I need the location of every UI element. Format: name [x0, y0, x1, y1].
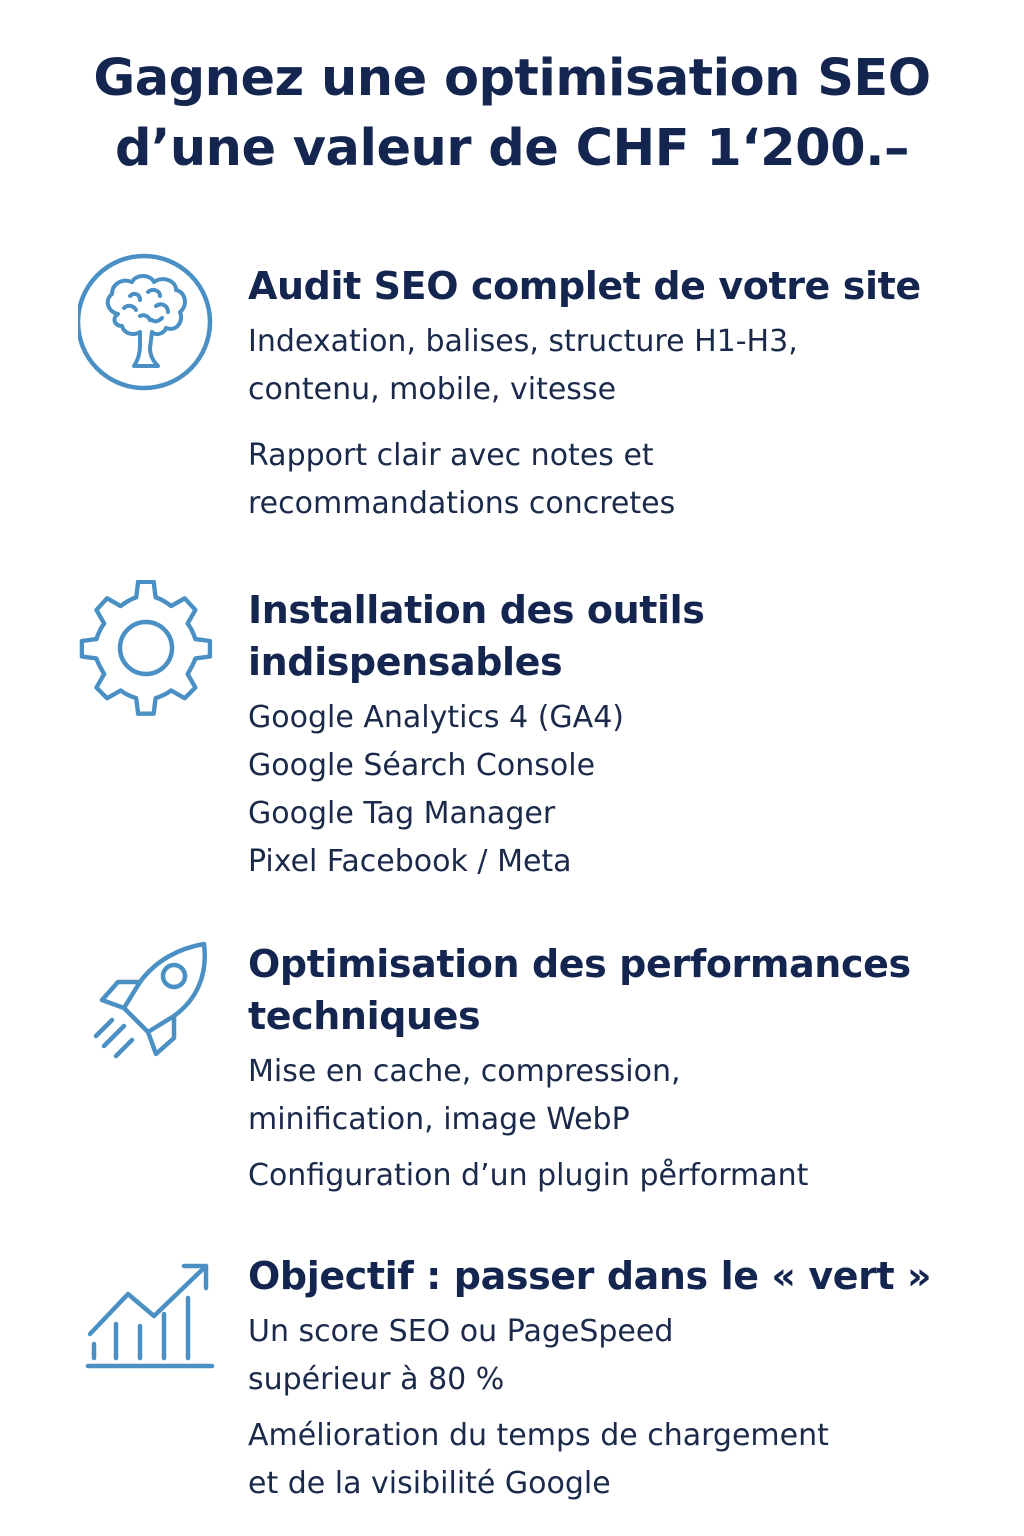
title-line: Installation des outils: [248, 588, 705, 632]
feature-title: Objectif : passer dans le « vert »: [248, 1254, 932, 1298]
page-title-line-1: Gagnez une optimisation SEO: [93, 49, 931, 108]
feature-description: [248, 1152, 988, 1200]
text-line: Indexation, balises, structure H1-H3,: [248, 324, 798, 359]
text-line: et de la visibilité Google: [248, 1466, 611, 1501]
text-line: Rapport clair avec notes et: [248, 438, 654, 473]
growth-chart-icon: [80, 1254, 220, 1394]
tool-item: Google Analytics 4 (GA4): [248, 700, 624, 735]
text-line: Un score SEO ou PageSpeed: [248, 1314, 674, 1349]
feature-title: [248, 938, 988, 1042]
feature-description: [248, 1308, 988, 1404]
rocket-icon: [84, 936, 224, 1076]
feature-tool-list: [248, 694, 988, 886]
text-line: contenu, mobile, vitesse: [248, 372, 617, 407]
feature-description: [248, 1048, 988, 1144]
text-line: recommandations concretes: [248, 486, 676, 521]
title-line: indispensables: [248, 640, 563, 684]
title-line: Optimisation des performances: [248, 942, 911, 986]
tool-item: Pixel Facebook / Meta: [248, 844, 572, 879]
page-title-line-2: d’une valeur de CHF 1‘200.–: [114, 119, 910, 178]
feature-description: [248, 318, 988, 414]
title-line: techniques: [248, 994, 481, 1038]
text-line: Amélioration du temps de chargement: [248, 1418, 829, 1453]
tool-item: Google Tag Manager: [248, 796, 556, 831]
text-line: Configuration d’un plugin pe̊rformant: [248, 1158, 809, 1193]
page-title: [0, 44, 1024, 184]
feature-description: [248, 432, 988, 528]
feature-title: Audit SEO complet de votre site: [248, 264, 921, 308]
brain-icon: [78, 252, 218, 392]
text-line: supérieur à 80 %: [248, 1362, 505, 1397]
text-line: Mise en cache, compression,: [248, 1054, 681, 1089]
tool-item: Google Séarch Console: [248, 748, 596, 783]
feature-description: [248, 1412, 988, 1508]
gear-icon: [78, 580, 218, 720]
text-line: minification, image WebP: [248, 1102, 630, 1137]
feature-title: [248, 584, 988, 688]
